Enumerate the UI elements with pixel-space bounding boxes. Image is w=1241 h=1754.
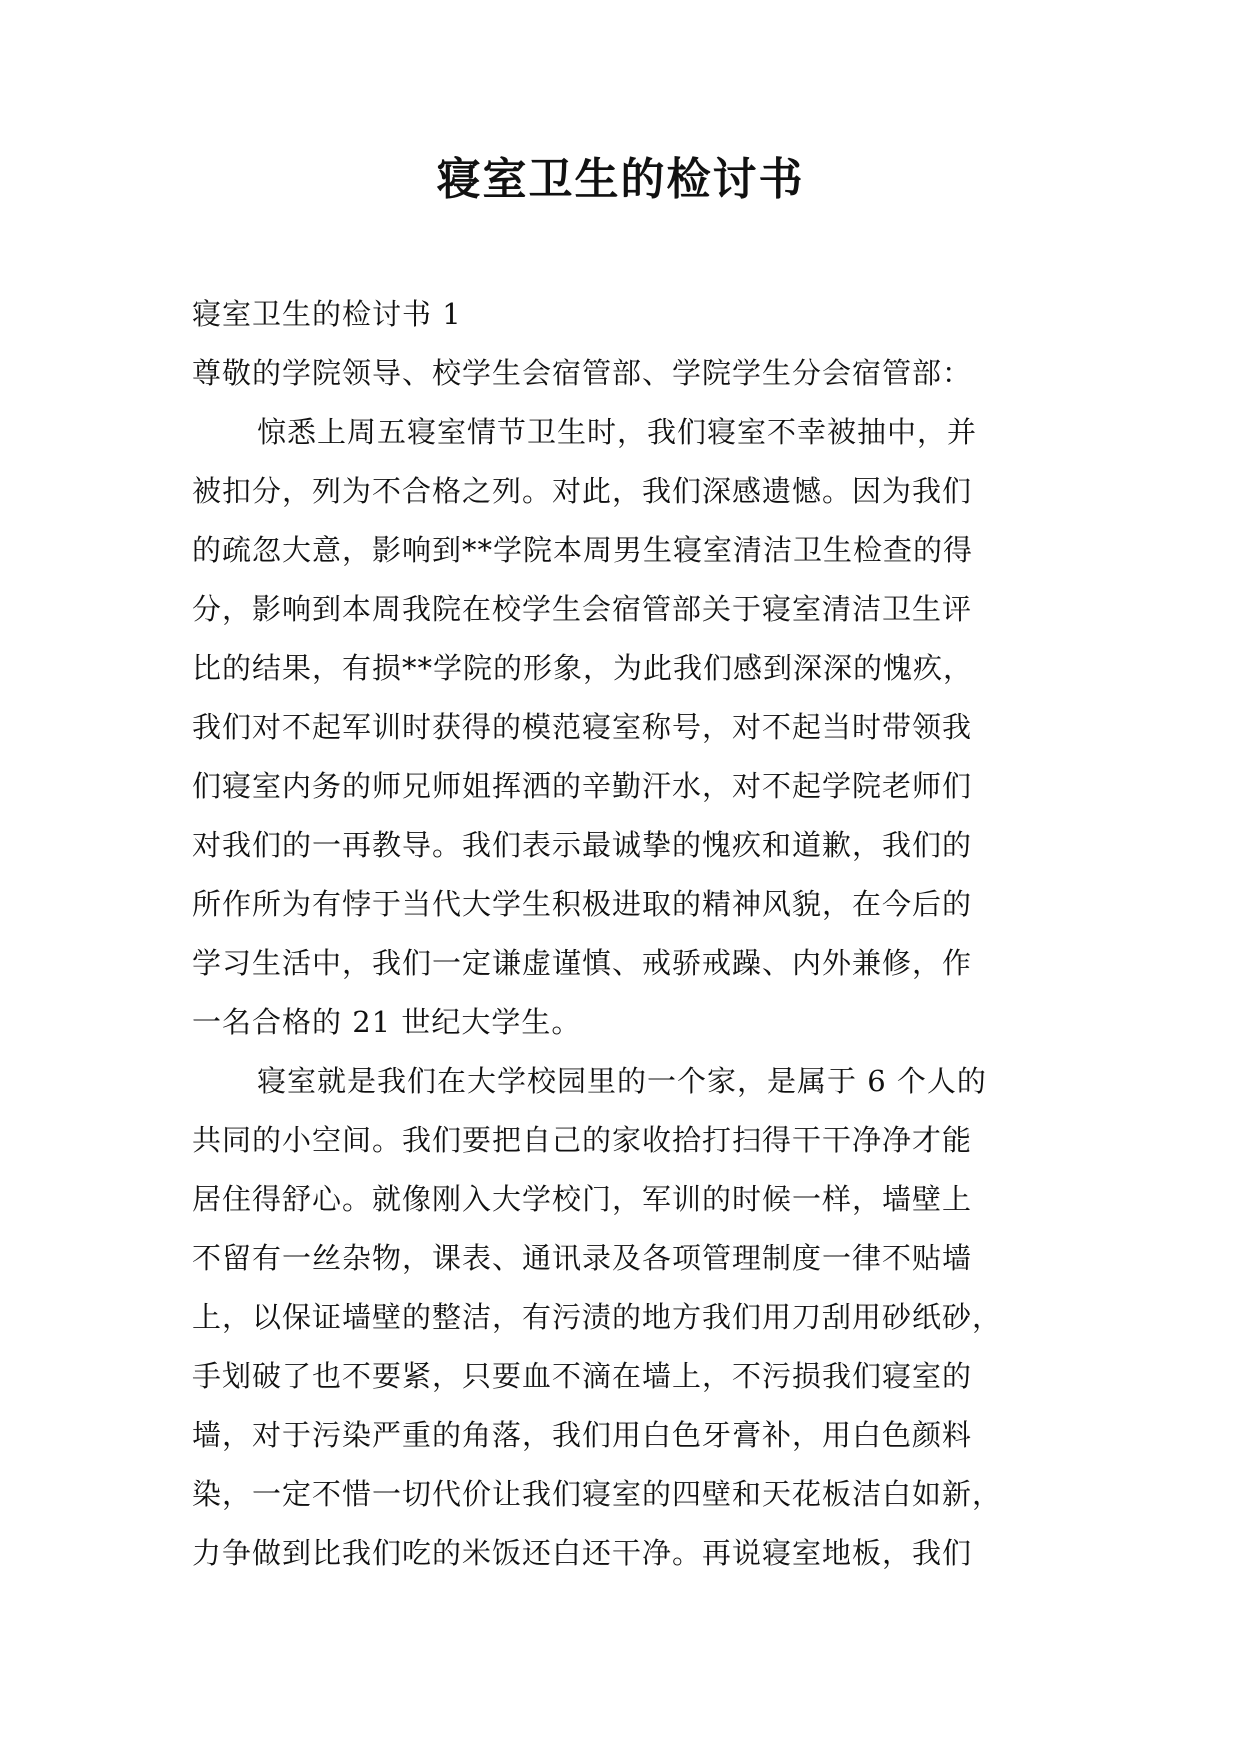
paragraph-line: 惊悉上周五寝室情节卫生时，我们寝室不幸被抽中，并 [257, 415, 978, 449]
paragraph-line: 手划破了也不要紧，只要血不滴在墙上，不污损我们寝室的 [192, 1359, 973, 1393]
salutation: 尊敬的学院领导、校学生会宿管部、学院学生分会宿管部： [192, 356, 973, 390]
paragraph-line: 所作所为有悖于当代大学生积极进取的精神风貌，在今后的 [192, 887, 973, 921]
document-title: 寝室卫生的检讨书 [436, 154, 805, 205]
paragraph-line: 寝室就是我们在大学校园里的一个家，是属于 6 个人的 [257, 1064, 987, 1098]
paragraph-2 [192, 1052, 1052, 1583]
paragraph-line: 比的结果，有损**学院的形象，为此我们感到深深的愧疚， [192, 651, 974, 685]
paragraph-line: 不留有一丝杂物，课表、通讯录及各项管理制度一律不贴墙 [192, 1241, 973, 1275]
paragraph-line: 们寝室内务的师兄师姐挥洒的辛勤汗水，对不起学院老师们 [192, 769, 973, 803]
paragraph-line: 分，影响到本周我院在校学生会宿管部关于寝室清洁卫生评 [192, 592, 973, 626]
paragraph-line: 力争做到比我们吃的米饭还白还干净。再说寝室地板，我们 [192, 1536, 973, 1570]
paragraph-line: 的疏忽大意，影响到**学院本周男生寝室清洁卫生检查的得 [192, 533, 974, 567]
paragraph-line: 学习生活中，我们一定谦虚谨慎、戒骄戒躁、内外兼修，作 [192, 946, 973, 980]
section-heading: 寝室卫生的检讨书 1 [192, 297, 462, 331]
paragraph-line: 上，以保证墙壁的整洁，有污渍的地方我们用刀刮用砂纸砂， [192, 1300, 1003, 1334]
paragraph-line: 一名合格的 21 世纪大学生。 [192, 1005, 582, 1039]
paragraph-line: 墙，对于污染严重的角落，我们用白色牙膏补，用白色颜料 [192, 1418, 973, 1452]
paragraph-line: 染，一定不惜一切代价让我们寝室的四壁和天花板洁白如新， [192, 1477, 1003, 1511]
paragraph-line: 居住得舒心。就像刚入大学校门，军训的时候一样，墙壁上 [192, 1182, 973, 1216]
paragraph-line: 共同的小空间。我们要把自己的家收拾打扫得干干净净才能 [192, 1123, 973, 1157]
paragraph-line: 对我们的一再教导。我们表示最诚挚的愧疚和道歉，我们的 [192, 828, 973, 862]
paragraph-line: 我们对不起军训时获得的模范寝室称号，对不起当时带领我 [192, 710, 973, 744]
paragraph-1 [192, 403, 1052, 1052]
paragraph-line: 被扣分，列为不合格之列。对此，我们深感遗憾。因为我们 [192, 474, 973, 508]
document-body [192, 285, 1052, 1583]
